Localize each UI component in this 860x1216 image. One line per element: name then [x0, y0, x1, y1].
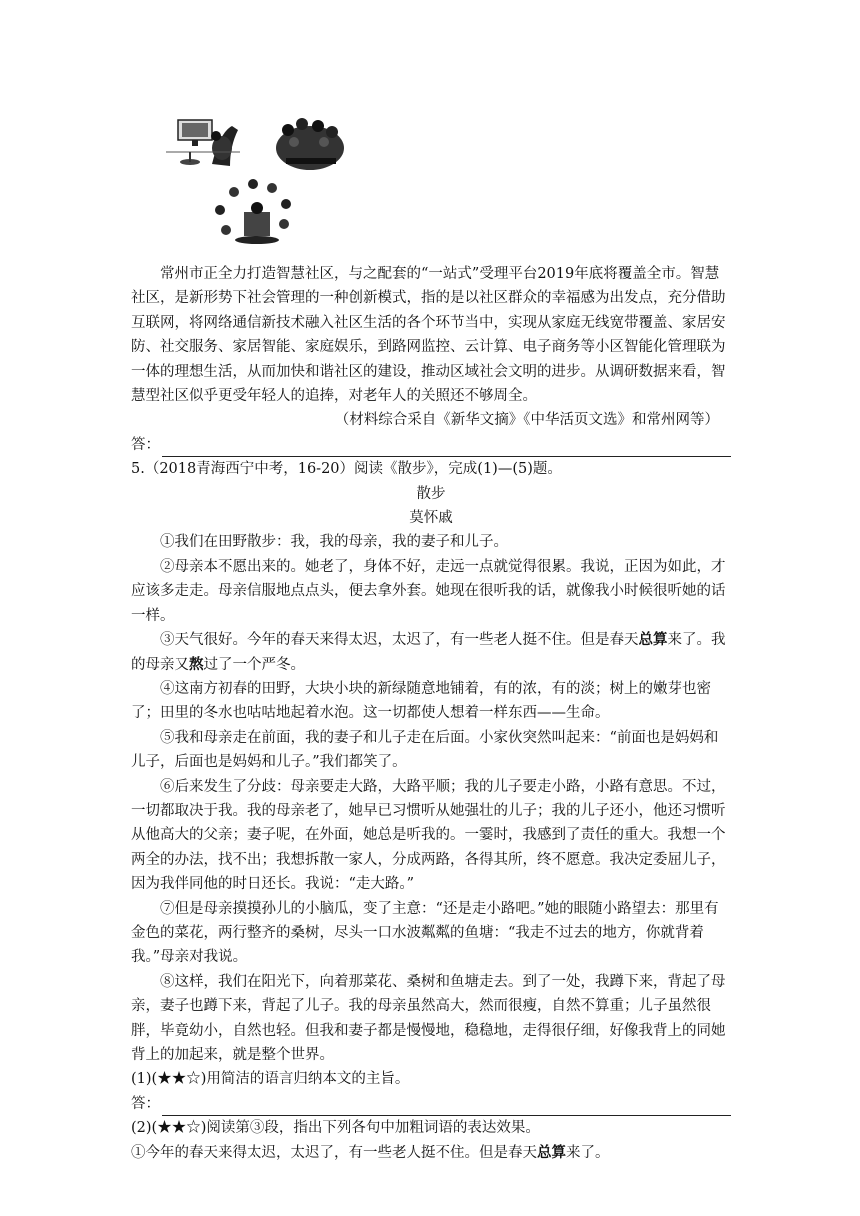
tv-icon: [178, 120, 212, 146]
text-run: ①今年的春天来得太迟，太迟了，有一些老人挺不住。但是春天: [131, 1144, 537, 1161]
source-note: （材料综合采自《新华文摘》《中华活页文选》和常州网等）: [334, 412, 719, 429]
text-run: 过了一个严冬。: [203, 656, 305, 673]
bold-term: 熬: [189, 655, 204, 673]
answer-blank[interactable]: [162, 1099, 731, 1116]
text-run: ④这南方初春的田野，大块小块的新绿随意地铺着，有的浓，有的淡；树上的嫩芽也密了；田里的冬水也咕咕地起着水泡。这一切都使人想着一样东西——生命。: [131, 680, 711, 722]
bold-term: 总算: [638, 631, 668, 649]
text-run: 来了。: [566, 1144, 610, 1161]
answer-label: 答：: [131, 1095, 160, 1112]
text-run: ⑥后来发生了分歧：母亲要走大路，大路平顺；我的儿子要走小路，小路有意思。不过，一切都取决于我。我的母亲老了，她早已习惯听从她强壮的儿子；我的儿子还小，他还习惯听从他高大的父亲；妻子呢，在外面，她总是听我的。一霎时，我感到了责任的重大。我想一个两全的办法，找不出；我想拆散一家人，分成两路，各得其所，终不愿意。我决定委屈儿子，因为我伴同他的时日还长。我说：“走大路。”: [131, 778, 726, 893]
answer-line-1: [131, 433, 731, 457]
sub-question-1: (1)(★★☆)用简洁的语言归纳本文的主旨。: [131, 1071, 410, 1088]
answer-blank[interactable]: [162, 440, 731, 457]
essay-paragraph: [131, 530, 731, 554]
text-run: ⑤我和母亲走在前面，我的妻子和儿子走在后面。小家伙突然叫起来：“前面也是妈妈和儿子，后面也是妈妈和儿子。”我们都笑了。: [131, 729, 719, 771]
network-circle-icon: [215, 179, 291, 244]
text-run: ①我们在田野散步：我，我的母亲，我的妻子和儿子。: [160, 534, 508, 551]
document-body: [131, 262, 731, 1165]
community-illustration: [160, 112, 350, 254]
essay-paragraph: [131, 628, 731, 677]
essay-paragraph: [131, 897, 731, 970]
essay-paragraph: [131, 677, 731, 726]
essay-title: 散步: [416, 485, 446, 502]
essay-paragraph: [131, 970, 731, 1068]
text-run: ③天气很好。今年的春天来得太迟，太迟了，有一些老人挺不住。但是春天: [160, 632, 639, 649]
essay-paragraph: [131, 726, 731, 775]
bold-term: 总算: [537, 1143, 566, 1161]
essay-author: 莫怀戚: [409, 510, 453, 527]
essay-paragraph: [131, 775, 731, 897]
essay-paragraph: [131, 555, 731, 628]
sub-question-2-item-1: [131, 1141, 731, 1165]
sub-question-2: (2)(★★☆)阅读第③段，指出下列各句中加粗词语的表达效果。: [131, 1120, 540, 1137]
text-run: 来了。我的母亲又: [131, 632, 726, 673]
text-run: ②母亲本不愿出来的。她老了，身体不好，走远一点就觉得很累。我说，正因为如此，才应该多走走。母亲信服地点点头，便去拿外套。她现在很听我的话，就像我小时候很听她的话一样。: [131, 558, 726, 624]
text-run: ⑦但是母亲摸摸孙儿的小脑瓜，变了主意：“还是走小路吧。”她的眼随小路望去：那里有金色的菜花，两行整齐的桑树，尽头一口水波粼粼的鱼塘：“我走不过去的地方，你就背着我。”母亲对我说。: [131, 900, 719, 966]
intro-paragraph: 常州市正全力打造智慧社区，与之配套的“一站式”受理平台2019年底将覆盖全市。智慧社区，是新形势下社会管理的一种创新模式，指的是以社区群众的幸福感为出发点，充分借助互联网，将网络通信新技术融入社区生活的各个环节当中，实现从家庭无线宽带覆盖、家居安防、社交服务、家居智能、家庭娱乐，到路网监控、云计算、电子商务等小区智能化管理联为一体的理想生活，从而加快和谐社区的建设，推动区域社会文明的进步。从调研数据来看，智慧型社区似乎更受年轻人的追捧，对老年人的关照还不够周全。: [131, 266, 726, 405]
essay-body: [131, 530, 731, 1067]
text-run: ⑧这样，我们在阳光下，向着那菜花、桑树和鱼塘走去。到了一处，我蹲下来，背起了母亲，妻子也蹲下来，背起了儿子。我的母亲虽然高大，然而很瘦，自然不算重；儿子虽然很胖，毕竟幼小，自然也轻。但我和妻子都是慢慢地，稳稳地，走得很仔细，好像我背上的同她背上的加起来，就是整个世界。: [131, 973, 726, 1063]
question-5-intro: 5.（2018青海西宁中考，16-20）阅读《散步》，完成(1)—(5)题。: [131, 461, 562, 478]
answer-label: 答：: [131, 436, 160, 453]
meeting-group-icon: [276, 118, 344, 170]
answer-line-2: [131, 1092, 731, 1116]
